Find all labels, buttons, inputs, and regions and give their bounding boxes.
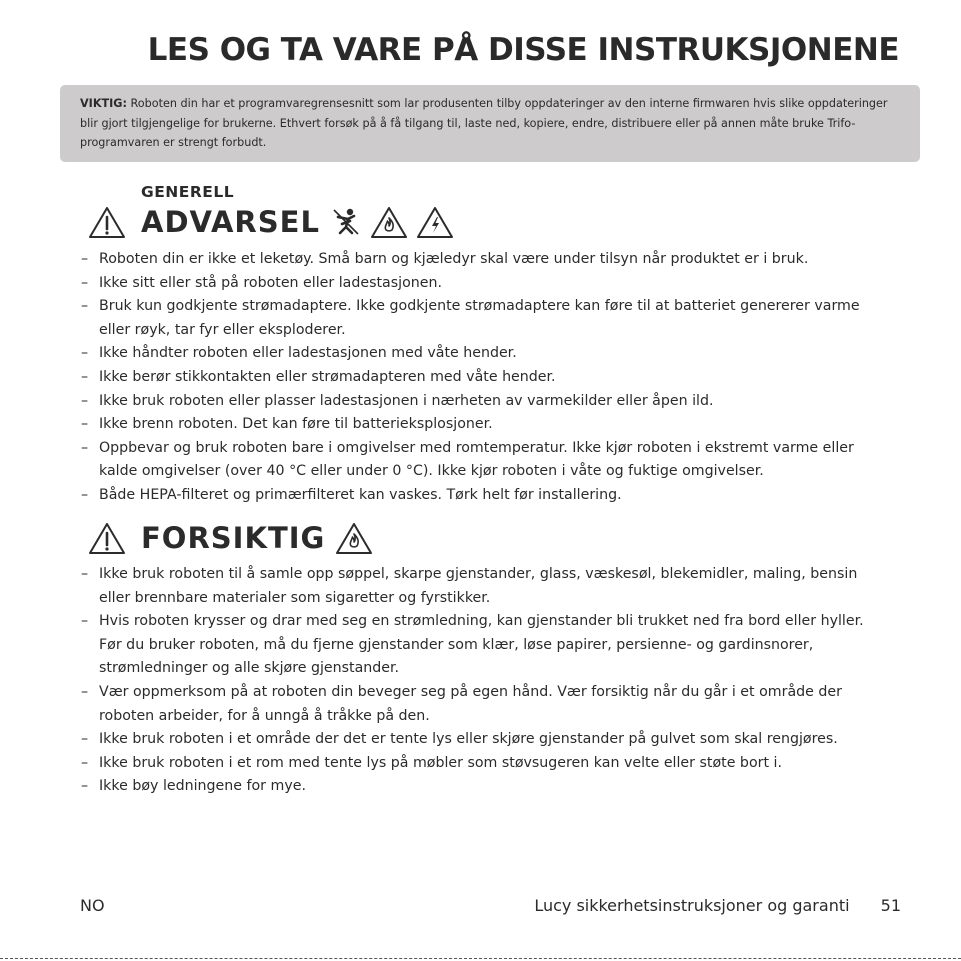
list-item: – Ikke berør stikkontakten eller strømadapteren med våte hender.	[81, 368, 556, 385]
no-children-icon	[330, 206, 362, 238]
list-item: – Ikke bruk roboten eller plasser ladestasjonen i nærheten av varmekilder eller åpen ild.	[81, 392, 714, 409]
list-item: – Hvis roboten krysser og drar med seg en strømledning, kan gjenstander bli trukket ned fra bord eller hyller. Før du bruker roboten, må du fjerne gjenstander som klær, løse papirer, persienne- og gardinsnorer, strømledninger og alle skjøre gjenstander.	[81, 613, 864, 677]
warning-list	[80, 248, 880, 508]
page-title: LES OG TA VARE PÅ DISSE INSTRUKSJONENE	[147, 32, 899, 68]
caution-heading-row	[88, 519, 373, 557]
caution-list	[80, 563, 880, 799]
notice-text: Roboten din har et programvaregrensesnitt som lar produsenten tilby oppdateringer av den interne firmwaren hvis slike oppdateringer blir gjort tilgjengelige for brukerne. Ethvert forsøk på å få tilgang til, laste ned, kopiere, endre, distribuere eller på annen måte bruke Trifo-programvaren er strengt forbudt.	[80, 97, 888, 149]
list-item: – Både HEPA-filteret og primærfilteret kan vaskes. Tørk helt før installering.	[81, 486, 622, 503]
warning-heading: ADVARSEL	[141, 205, 320, 239]
caution-heading: FORSIKTIG	[141, 521, 326, 555]
fire-hazard-icon	[370, 205, 408, 239]
warning-triangle-icon	[88, 205, 126, 239]
list-item: – Ikke bruk roboten i et område der det er tente lys eller skjøre gjenstander på gulvet som skal rengjøres.	[81, 731, 838, 748]
electric-shock-icon	[416, 205, 454, 239]
list-item: – Bruk kun godkjente strømadaptere. Ikke godkjente strømadaptere kan føre til at batteriet genererer varme eller røyk, tar fyr eller eksploderer.	[81, 298, 860, 338]
list-item: – Ikke bøy ledningene for mye.	[81, 778, 306, 795]
list-item: – Ikke bruk roboten til å samle opp søppel, skarpe gjenstander, glass, væskesøl, blekemidler, maling, bensin eller brennbare materialer som sigaretter og fyrstikker.	[81, 566, 858, 606]
crop-line	[0, 958, 961, 959]
list-item: – Roboten din er ikke et leketøy. Små barn og kjæledyr skal være under tilsyn når produktet er i bruk.	[81, 251, 809, 267]
list-item: – Oppbevar og bruk roboten bare i omgivelser med romtemperatur. Ikke kjør roboten i ekstremt varme eller kalde omgivelser (over 40 °C eller under 0 °C). Ikke kjør roboten i våte og fuktige omgivelser.	[81, 439, 854, 480]
list-item: – Ikke brenn roboten. Det kan føre til batterieksplosjoner.	[81, 416, 493, 433]
fire-hazard-icon	[335, 521, 373, 555]
warning-triangle-icon	[88, 521, 126, 555]
list-item: – Ikke sitt eller stå på roboten eller ladestasjonen.	[81, 274, 442, 291]
footer-right	[534, 896, 901, 915]
footer-language: NO	[80, 896, 105, 915]
important-notice	[60, 85, 920, 162]
page-number: 51	[880, 896, 901, 915]
warning-heading-row	[88, 203, 454, 241]
section-label: GENERELL	[141, 183, 235, 201]
list-item: – Ikke håndter roboten eller ladestasjonen med våte hender.	[81, 345, 517, 362]
list-item: – Vær oppmerksom på at roboten din beveger seg på egen hånd. Vær forsiktig når du går i et område der roboten arbeider, for å unngå å tråkke på den.	[81, 683, 842, 724]
notice-label: VIKTIG:	[80, 97, 127, 110]
list-item: – Ikke bruk roboten i et rom med tente lys på møbler som støvsugeren kan velte eller støte bort i.	[81, 754, 782, 771]
footer-doc-title: Lucy sikkerhetsinstruksjoner og garanti	[534, 896, 850, 915]
